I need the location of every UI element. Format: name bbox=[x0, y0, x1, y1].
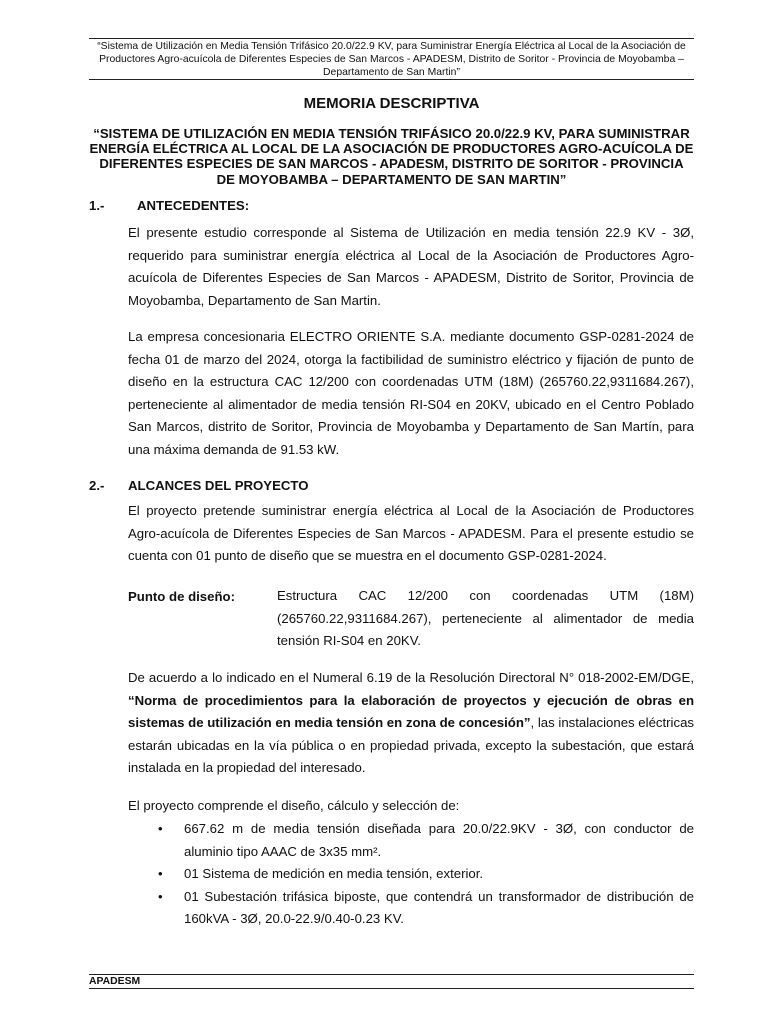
alcances-paragraph-1: El proyecto pretende suministrar energía eléctrica al Local de la Asociación de Productores Agro-acuícola de Diferentes Especies de San Marcos - APADESM. Para el presente estudio se cuenta con 01 punto de diseño que se muestra en el documento GSP-0281-2024. bbox=[128, 503, 694, 564]
header-bottom-rule bbox=[89, 79, 694, 80]
norma-intro-text: De acuerdo a lo indicado en el Numeral 6.19 de la Resolución Directoral N° 018-2002-EM/DGE, bbox=[128, 670, 694, 685]
section-1-number: 1.- bbox=[89, 198, 105, 213]
footer-rule bbox=[89, 974, 694, 975]
section-2-number: 2.- bbox=[89, 478, 105, 493]
list-item bbox=[128, 818, 694, 863]
list-item bbox=[128, 863, 694, 886]
norma-title-bold: “Norma de procedimientos para la elaboración de proyectos y ejecución de obras en sistemas de utilización en media tensión en zona de concesión” bbox=[128, 692, 694, 731]
antecedentes-paragraph-1: El presente estudio corresponde al Sistema de Utilización en media tensión 22.9 KV - 3Ø, requerido para suministrar energía eléctrica al Local de la Asociación de Productores Agro-acuícola de Diferentes Especies de San Marcos - APADESM, Distrito de Soritor, Provincia de Moyobamba, Departamento de San Martin. bbox=[128, 225, 694, 308]
antecedentes-paragraph-2: La empresa concesionaria ELECTRO ORIENTE S.A. mediante documento GSP-0281-2024 de fecha 01 de marzo del 2024, otorga la factibilidad de suministro eléctrico y fijación de punto de diseño en la estructura CAC 12/200 con coordenadas UTM (18M) (265760.22,9311684.267), perteneciente al alimentador de media tensión RI-S04 en 20KV, ubicado en el Centro Poblado San Marcos, distrito de Soritor, Provincia de Moyobamba y Departamento de San Martín, para una máxima demanda de 91.53 kW. bbox=[128, 329, 694, 457]
footer-bottom-rule bbox=[89, 988, 694, 989]
footer-label: APADESM bbox=[89, 976, 141, 987]
header-top-rule bbox=[89, 38, 694, 39]
bullet-icon: • bbox=[158, 821, 163, 836]
punto-diseno-label: Punto de diseño: bbox=[128, 589, 235, 604]
section-1-title: ANTECEDENTES: bbox=[137, 198, 250, 213]
running-header: “Sistema de Utilización en Media Tensión Trifásico 20.0/22.9 KV, para Suministrar Energía Eléctrica al Local de la Asociación de Productores Agro-acuícola de Diferentes Especies de San Marcos - APADESM, Distrito de Soritor - Provincia de Moyobamba – Departamento de San Martin” bbox=[97, 41, 686, 78]
list-item-text: 01 Subestación trifásica biposte, que contendrá un transformador de distribución de 160kVA - 3Ø, 20.0-22.9/0.40-0.23 KV. bbox=[184, 888, 694, 927]
document-title: MEMORIA DESCRIPTIVA bbox=[303, 95, 480, 112]
alcances-paragraph-2 bbox=[128, 667, 694, 780]
list-item-text: 01 Sistema de medición en media tensión, exterior. bbox=[184, 866, 484, 882]
section-2-title: ALCANCES DEL PROYECTO bbox=[128, 478, 309, 493]
list-item-text: 667.62 m de media tensión diseñada para 20.0/22.9KV - 3Ø, con conductor de aluminio tipo AAAC de 3x35 mm². bbox=[184, 821, 694, 859]
alcances-paragraph-3: El proyecto comprende el diseño, cálculo y selección de: bbox=[128, 798, 460, 813]
scope-bullet-list bbox=[128, 818, 694, 931]
bullet-icon: • bbox=[158, 866, 163, 882]
norma-outro-text: , las instalaciones eléctricas estarán ubicadas en la vía pública o en propiedad privada, excepto la subestación, que estará instalada en la propiedad del interesado. bbox=[128, 715, 695, 776]
bullet-icon: • bbox=[158, 888, 163, 904]
list-item bbox=[128, 886, 694, 931]
punto-diseno-text: Estructura CAC 12/200 con coordenadas UTM (18M) (265760.22,9311684.267), perteneciente al alimentador de media tensión RI-S04 en 20KV. bbox=[277, 588, 694, 649]
document-subtitle: “SISTEMA DE UTILIZACIÓN EN MEDIA TENSIÓN TRIFÁSICO 20.0/22.9 KV, PARA SUMINISTRAR ENERGÍA ELÉCTRICA AL LOCAL DE LA ASOCIACIÓN DE PRODUCTORES AGRO-ACUÍCOLA DE DIFERENTES ESPECIES DE SAN MARCOS - APADESM, DISTRITO DE SORITOR - PROVINCIA DE MOYOBAMBA – DEPARTAMENTO DE SAN MARTIN” bbox=[89, 126, 694, 187]
